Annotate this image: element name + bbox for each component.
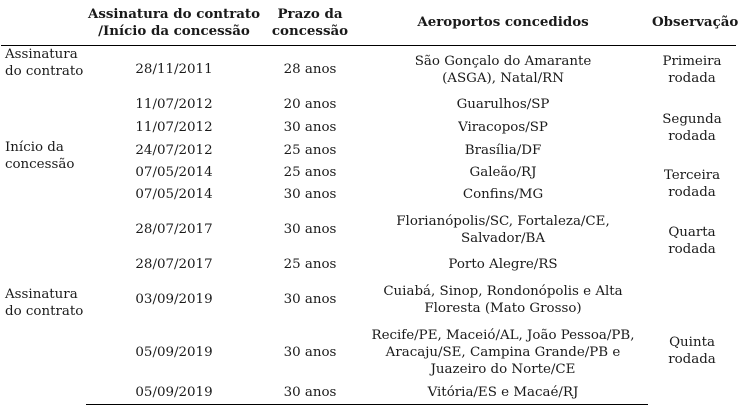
airports-cell: Vitória/ES e Macaé/RJ [358, 381, 648, 405]
header-observation: Observação [648, 0, 736, 46]
date-cell: 03/09/2019 [135, 292, 213, 307]
term-cell: 25 anos [283, 165, 337, 180]
header-row [1, 0, 736, 46]
term-cell: 30 anos [283, 120, 337, 135]
airports-cell: São Gonçalo do Amarante (ASGA), Natal/RN [414, 53, 592, 86]
table-row [1, 46, 736, 94]
phase-cell: Início da concessão [5, 140, 75, 172]
date-cell: 07/05/2014 [135, 165, 213, 180]
header-term: Prazo da concessão [262, 0, 358, 46]
table-row [1, 139, 736, 162]
table-row [1, 323, 736, 381]
term-cell: 25 anos [283, 143, 337, 158]
date-cell: 11/07/2012 [135, 97, 213, 112]
date-cell: 05/09/2019 [135, 344, 213, 360]
table-row [1, 116, 736, 139]
airports-cell: Cuiabá, Sinop, Rondonópolis e Alta Floresta (Mato Grosso) [383, 283, 623, 316]
term-cell: 28 anos [283, 62, 337, 77]
term-cell: 30 anos [283, 222, 337, 237]
table-row [1, 183, 736, 206]
phase-cell: Assinatura do contrato [5, 47, 84, 79]
term-cell: 20 anos [283, 97, 337, 112]
round-cell: Segunda rodada [662, 111, 722, 144]
date-cell: 28/07/2017 [135, 222, 213, 237]
date-cell: 24/07/2012 [135, 143, 213, 158]
airports-cell: Recife/PE, Maceió/AL, João Pessoa/PB, Aracaju/SE, Campina Grande/PB e Juazeiro do Norte/CE [371, 327, 635, 377]
round-cell: Quarta rodada [668, 225, 716, 257]
round-cell: Quinta rodada [668, 335, 716, 368]
date-cell: 07/05/2014 [135, 187, 213, 202]
airports-cell: Brasília/DF [464, 143, 542, 158]
term-cell: 30 anos [262, 381, 358, 405]
date-cell: 28/07/2017 [135, 257, 213, 272]
phase-cell: Assinatura do contrato [5, 287, 84, 319]
header-signature: Assinatura do contrato /Início da concessão [86, 0, 262, 46]
round-cell: Primeira rodada [662, 53, 722, 86]
airports-cell: Galeão/RJ [469, 165, 537, 180]
date-cell: 11/07/2012 [135, 120, 213, 135]
header-phase [1, 0, 86, 46]
term-cell: 30 anos [283, 187, 337, 202]
table-row [1, 276, 736, 323]
header-airports: Aeroportos concedidos [358, 0, 648, 46]
table-row [1, 206, 736, 253]
term-cell: 25 anos [283, 257, 337, 272]
round-cell: Terceira rodada [663, 168, 721, 200]
date-cell: 28/11/2011 [135, 62, 213, 77]
airports-cell: Viracopos/SP [458, 120, 548, 135]
table-row [1, 162, 736, 183]
airports-cell: Porto Alegre/RS [448, 257, 558, 272]
table-row [1, 381, 736, 405]
airports-cell: Guarulhos/SP [456, 97, 550, 112]
date-cell: 05/09/2019 [86, 381, 262, 405]
term-cell: 30 anos [283, 344, 337, 360]
table-row [1, 93, 736, 116]
concession-table [1, 0, 736, 405]
airports-cell: Florianópolis/SC, Fortaleza/CE, Salvador/BA [396, 213, 610, 246]
table-row [1, 253, 736, 276]
airports-cell: Confins/MG [462, 187, 544, 202]
term-cell: 30 anos [283, 292, 337, 307]
